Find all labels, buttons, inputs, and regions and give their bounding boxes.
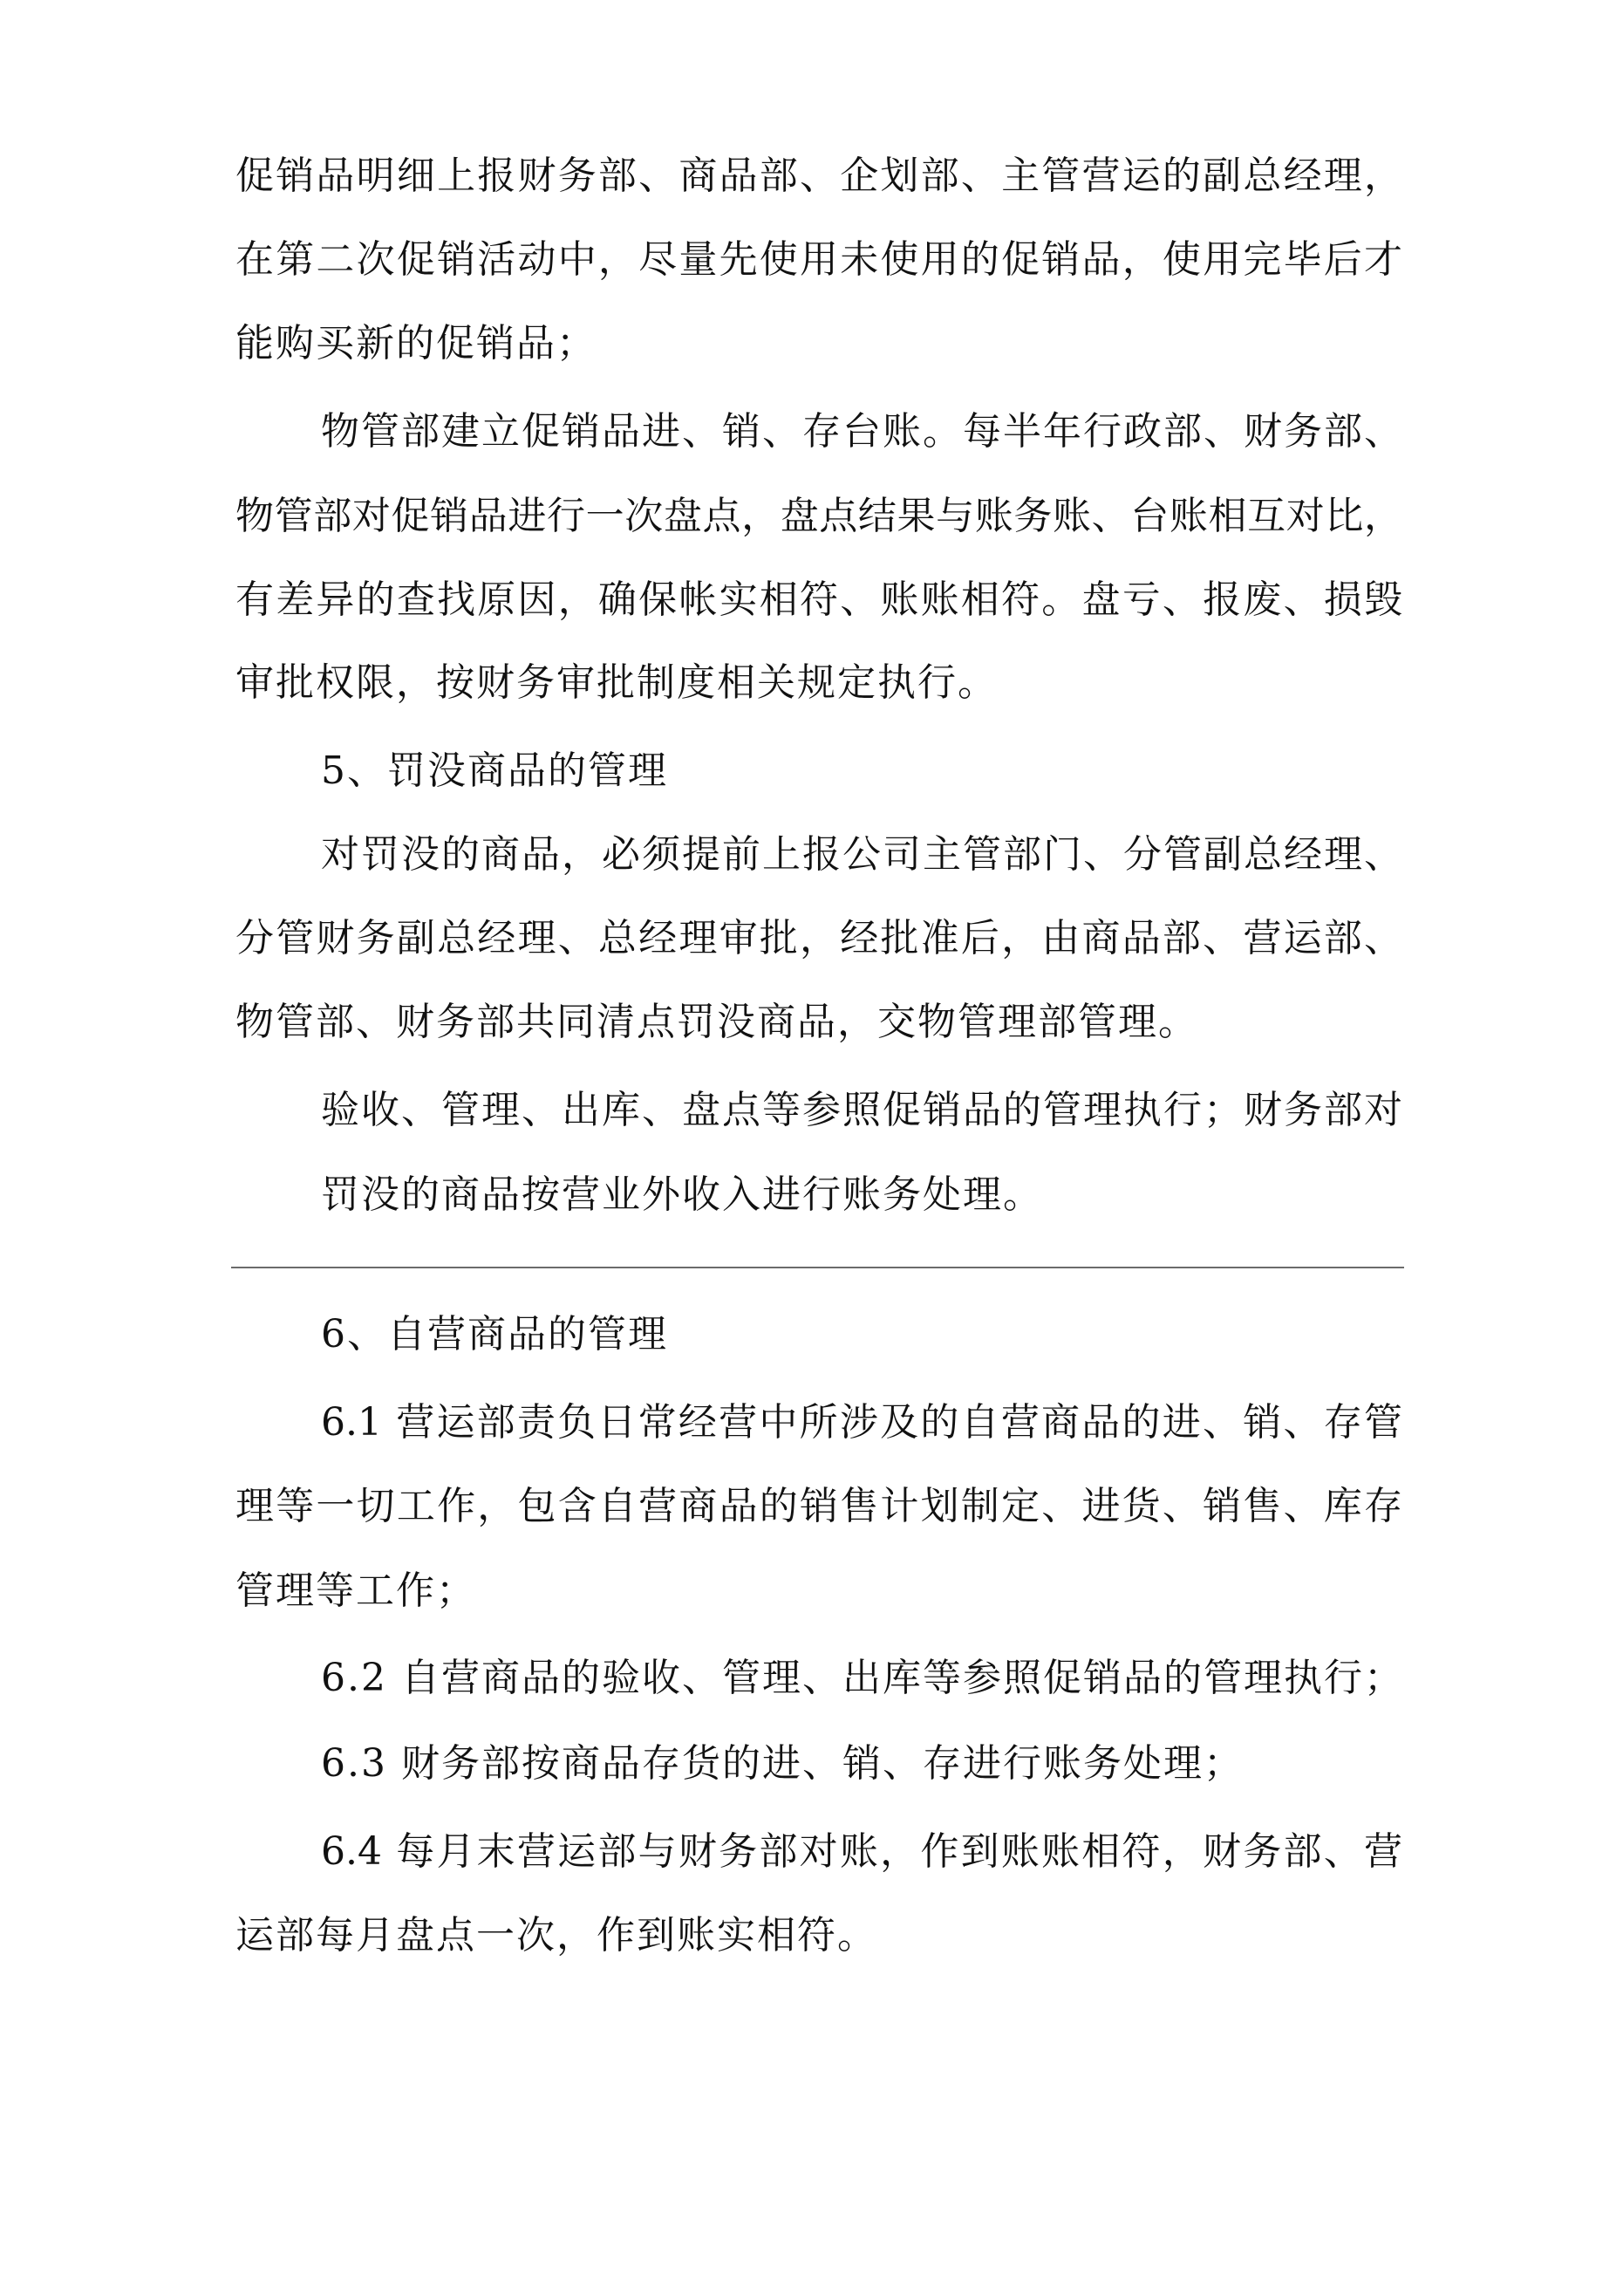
section-heading: 5、罚没商品的管理 — [321, 748, 668, 793]
text-line: 理等一切工作，包含自营商品的销售计划制定、进货、销售、库存 — [235, 1484, 1402, 1528]
text-line: 物管部对促销品进行一次盘点，盘点结果与账务账、台账相互对比， — [235, 494, 1402, 538]
text-line: 罚没的商品按营业外收入进行账务处理。 — [321, 1172, 1043, 1217]
text-line: 促销品明细上报财务部、商品部、企划部、主管营运的副总经理， — [235, 154, 1402, 198]
text-line: 分管财务副总经理、总经理审批，经批准后，由商品部、营运部、 — [235, 916, 1402, 960]
text-line: 审批权限，按财务审批制度相关规定执行。 — [235, 660, 998, 705]
text-line: 运部每月盘点一次，作到账实相符。 — [235, 1913, 877, 1958]
section-heading: 6、自营商品的管理 — [321, 1312, 668, 1356]
text-line: 能购买新的促销品； — [235, 321, 597, 366]
text-line: 对罚没的商品，必须提前上报公司主管部门、分管副总经理、 — [321, 832, 1402, 877]
text-line: 管理等工作； — [235, 1568, 476, 1613]
page-divider — [231, 1267, 1404, 1268]
text-line: 6.4 每月末营运部与财务部对账，作到账账相符，财务部、营 — [321, 1829, 1402, 1874]
text-line: 物管部、财务部共同清点罚没商品，交物管理部管理。 — [235, 1000, 1198, 1044]
text-line: 6.3 财务部按商品存货的进、销、存进行账务处理； — [321, 1741, 1244, 1786]
text-line: 验收、管理、出库、盘点等参照促销品的管理执行；财务部对 — [321, 1088, 1402, 1132]
text-line: 有差异的查找原因，确保帐实相符、账账相符。盘亏、报废、损毁 — [235, 577, 1402, 622]
text-line: 6.1 营运部责负日常经营中所涉及的自营商品的进、销、存管 — [321, 1400, 1402, 1445]
text-line: 物管部建立促销品进、销、存台账。每半年行政部、财务部、 — [321, 409, 1402, 454]
text-line: 6.2 自营商品的验收、管理、出库等参照促销品的管理执行； — [321, 1656, 1404, 1700]
text-line: 在第二次促销活动中，尽量先使用未使用的促销品，使用完毕后才 — [235, 237, 1402, 282]
